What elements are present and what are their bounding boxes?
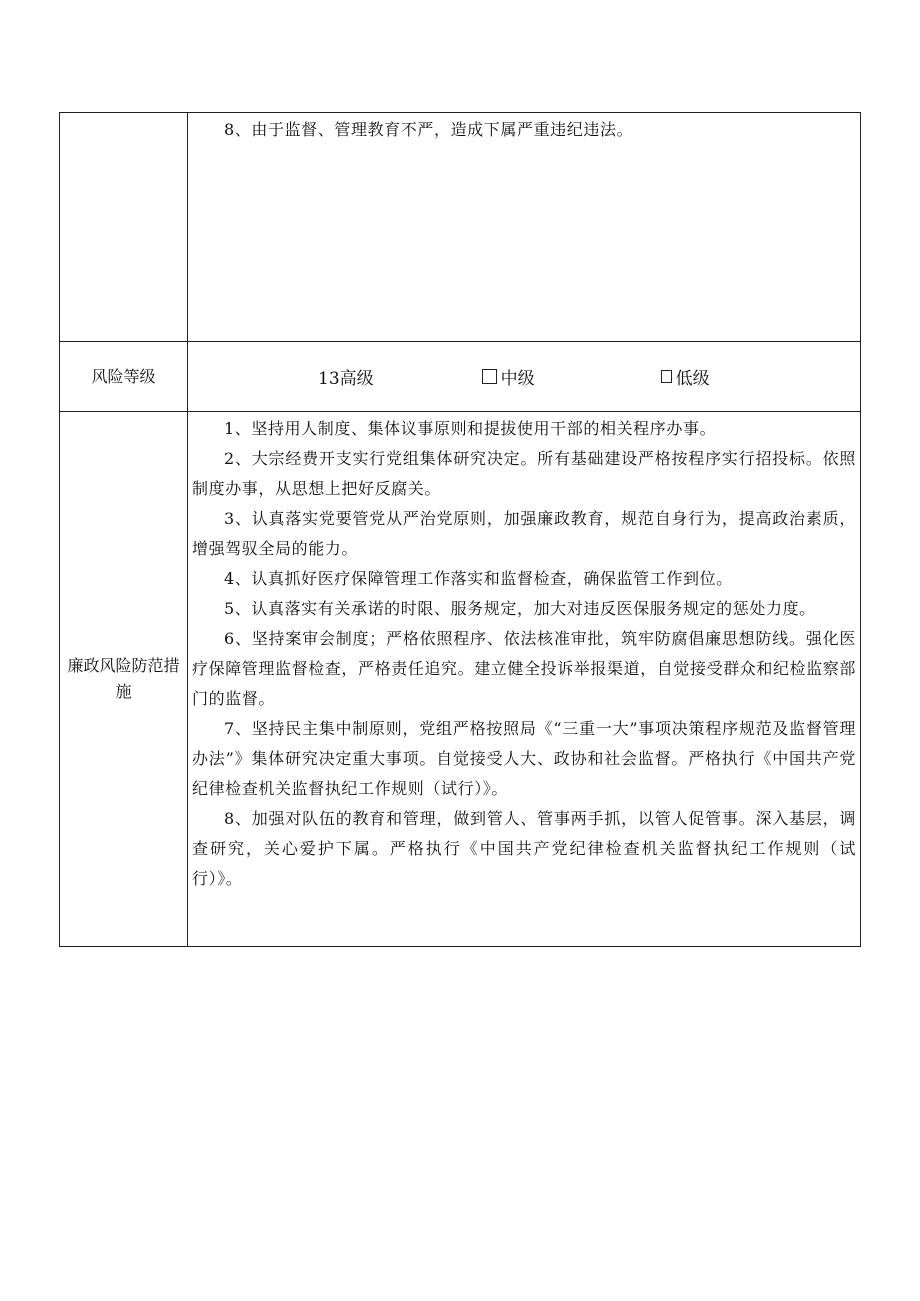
- measures-list: [188, 412, 861, 947]
- risk-point-item-8: 8、由于监督、管理教育不严，造成下属严重违纪违法。: [224, 120, 634, 139]
- empty-label-cell: [60, 113, 188, 342]
- table-row-risk-points: [60, 113, 861, 342]
- measures-label: 廉政风险防范措施: [60, 412, 188, 947]
- measure-item: 6、坚持案审会制度；严格依照程序、依法核准审批，筑牢防腐倡廉思想防线。强化医疗保障管理监督检查，严格责任追究。建立健全投诉举报渠道，自觉接受群众和纪检监察部门的监督。: [192, 629, 857, 708]
- level-high-option: [318, 364, 374, 389]
- risk-point-cell: [188, 113, 861, 342]
- checkbox-icon: [661, 370, 672, 383]
- measure-item: 7、坚持民主集中制原则，党组严格按照局《“三重一大”事项决策程序规范及监督管理办法”》集体研究决定重大事项。自觉接受人大、政协和社会监督。严格执行《中国共产党纪律检查机关监督执纪工作规则（试行）》。: [192, 719, 856, 798]
- checkbox-icon: [482, 369, 497, 384]
- table-row-measures: [60, 412, 861, 947]
- measure-item: 2、大宗经费开支实行党组集体研究决定。所有基础建设严格按程序实行招投标。依照制度办事，从思想上把好反腐关。: [192, 449, 856, 498]
- level-low-text: 低级: [675, 369, 710, 389]
- measure-item: 5、认真落实有关承诺的时限、服务规定，加大对违反医保服务规定的惩处力度。: [224, 599, 816, 618]
- measure-item: 3、认真落实党要管党从严治党原则，加强廉政教育，规范自身行为，提高政治素质，增强驾驭全局的能力。: [192, 509, 856, 558]
- measure-item: 4、认真抓好医疗保障管理工作落实和监督检查，确保监管工作到位。: [224, 569, 733, 588]
- risk-level-options: [188, 342, 861, 412]
- level-low-option: [661, 364, 710, 389]
- risk-level-label: 风险等级: [60, 342, 188, 412]
- table-row-risk-level: [60, 342, 861, 412]
- measure-item: 8、加强对队伍的教育和管理，做到管人、管事两手抓，以管人促管事。深入基层，调查研究，关心爱护下属。严格执行《中国共产党纪律检查机关监督执纪工作规则（试行）》。: [192, 809, 856, 888]
- level-high-text: 13高级: [318, 369, 374, 389]
- measure-item: 1、坚持用人制度、集体议事原则和提拔使用干部的相关程序办事。: [224, 419, 717, 438]
- level-medium-option: [482, 364, 535, 389]
- risk-assessment-table: [59, 112, 861, 947]
- level-medium-text: 中级: [500, 369, 535, 389]
